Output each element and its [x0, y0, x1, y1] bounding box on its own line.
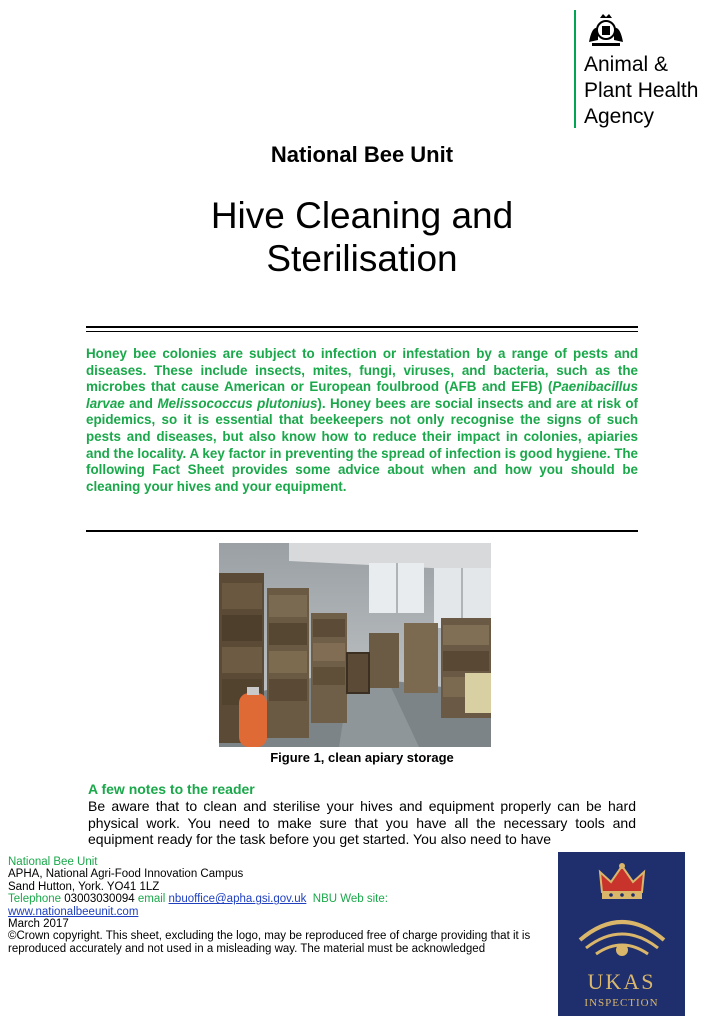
eye-emblem-icon [576, 910, 668, 962]
footer-contact [8, 893, 548, 905]
intro-top-rule [86, 326, 638, 332]
website-label: NBU Web site: [312, 893, 388, 906]
intro-text: and [124, 395, 158, 411]
species-name: Melissococcus plutonius [157, 395, 318, 411]
footer [8, 856, 548, 955]
crown-icon [597, 862, 647, 902]
species-name: Paenibacillus larvae [86, 379, 638, 411]
agency-divider [574, 10, 576, 128]
intro-text: ). Honey bees are social insects and are at risk of epidemics, so it is essential that beekeepers not only recognise the signs of such pests and diseases, but also know how to reduce their impact in colonies, apiaries and the locality. A key factor in preventing the spread of infection is good hygiene. The following Fact Sheet provides some advice about when and how you should be cleaning your hives and your equipment. [86, 395, 639, 494]
email-label: email [137, 893, 166, 906]
agency-line: Animal & [584, 53, 669, 76]
ukas-name: UKAS [587, 969, 656, 994]
page-title [0, 194, 724, 280]
agency-line: Agency [584, 105, 655, 128]
website-link[interactable]: www.nationalbeeunit.com [8, 905, 139, 918]
figure-caption: Figure 1, clean apiary storage [270, 750, 454, 765]
ukas-inspection-logo [558, 852, 685, 1016]
footer-address: Sand Hutton, York. YO41 1LZ [8, 880, 160, 893]
unit-title: National Bee Unit [270, 142, 454, 167]
notes-paragraph: Be aware that to clean and sterilise your hives and equipment properly can be hard physical work. You need to make sure that you have all the necessary tools and equipment ready for the task before you get started. You also need to have [88, 798, 636, 847]
copyright-notice: ©Crown copyright. This sheet, excluding the logo, may be reproduced free of charge providing that it is reproduced accurately and not used in a misleading way. The material must be acknowledged [8, 930, 531, 955]
footer-address: APHA, National Agri-Food Innovation Campus [8, 868, 244, 881]
title-line: Sterilisation [266, 238, 458, 279]
telephone-label: Telephone [8, 893, 62, 906]
intro-paragraph [86, 346, 638, 495]
intro-text: Honey bee colonies are subject to infection or infestation by a range of pests and diseases. These include insects, mites, fungi, viruses, and bacteria, such as the microbes that cause American or European foulbrood (AFB and EFB) ( [86, 346, 638, 395]
royal-coat-of-arms-icon [586, 12, 626, 48]
agency-line: Plant Health [584, 79, 699, 102]
agency-name [584, 52, 698, 130]
email-link[interactable]: nbuoffice@apha.gsi.gov.uk [168, 893, 307, 906]
title-line: Hive Cleaning and [210, 195, 514, 236]
apiary-storage-photo [219, 543, 491, 747]
ukas-subtitle: INSPECTION [584, 997, 659, 1009]
intro-bottom-rule [86, 530, 638, 532]
section-heading: A few notes to the reader [88, 781, 255, 797]
footer-date: March 2017 [8, 918, 69, 931]
telephone-number: 03003030094 [64, 893, 135, 906]
footer-org: National Bee Unit [8, 856, 98, 868]
